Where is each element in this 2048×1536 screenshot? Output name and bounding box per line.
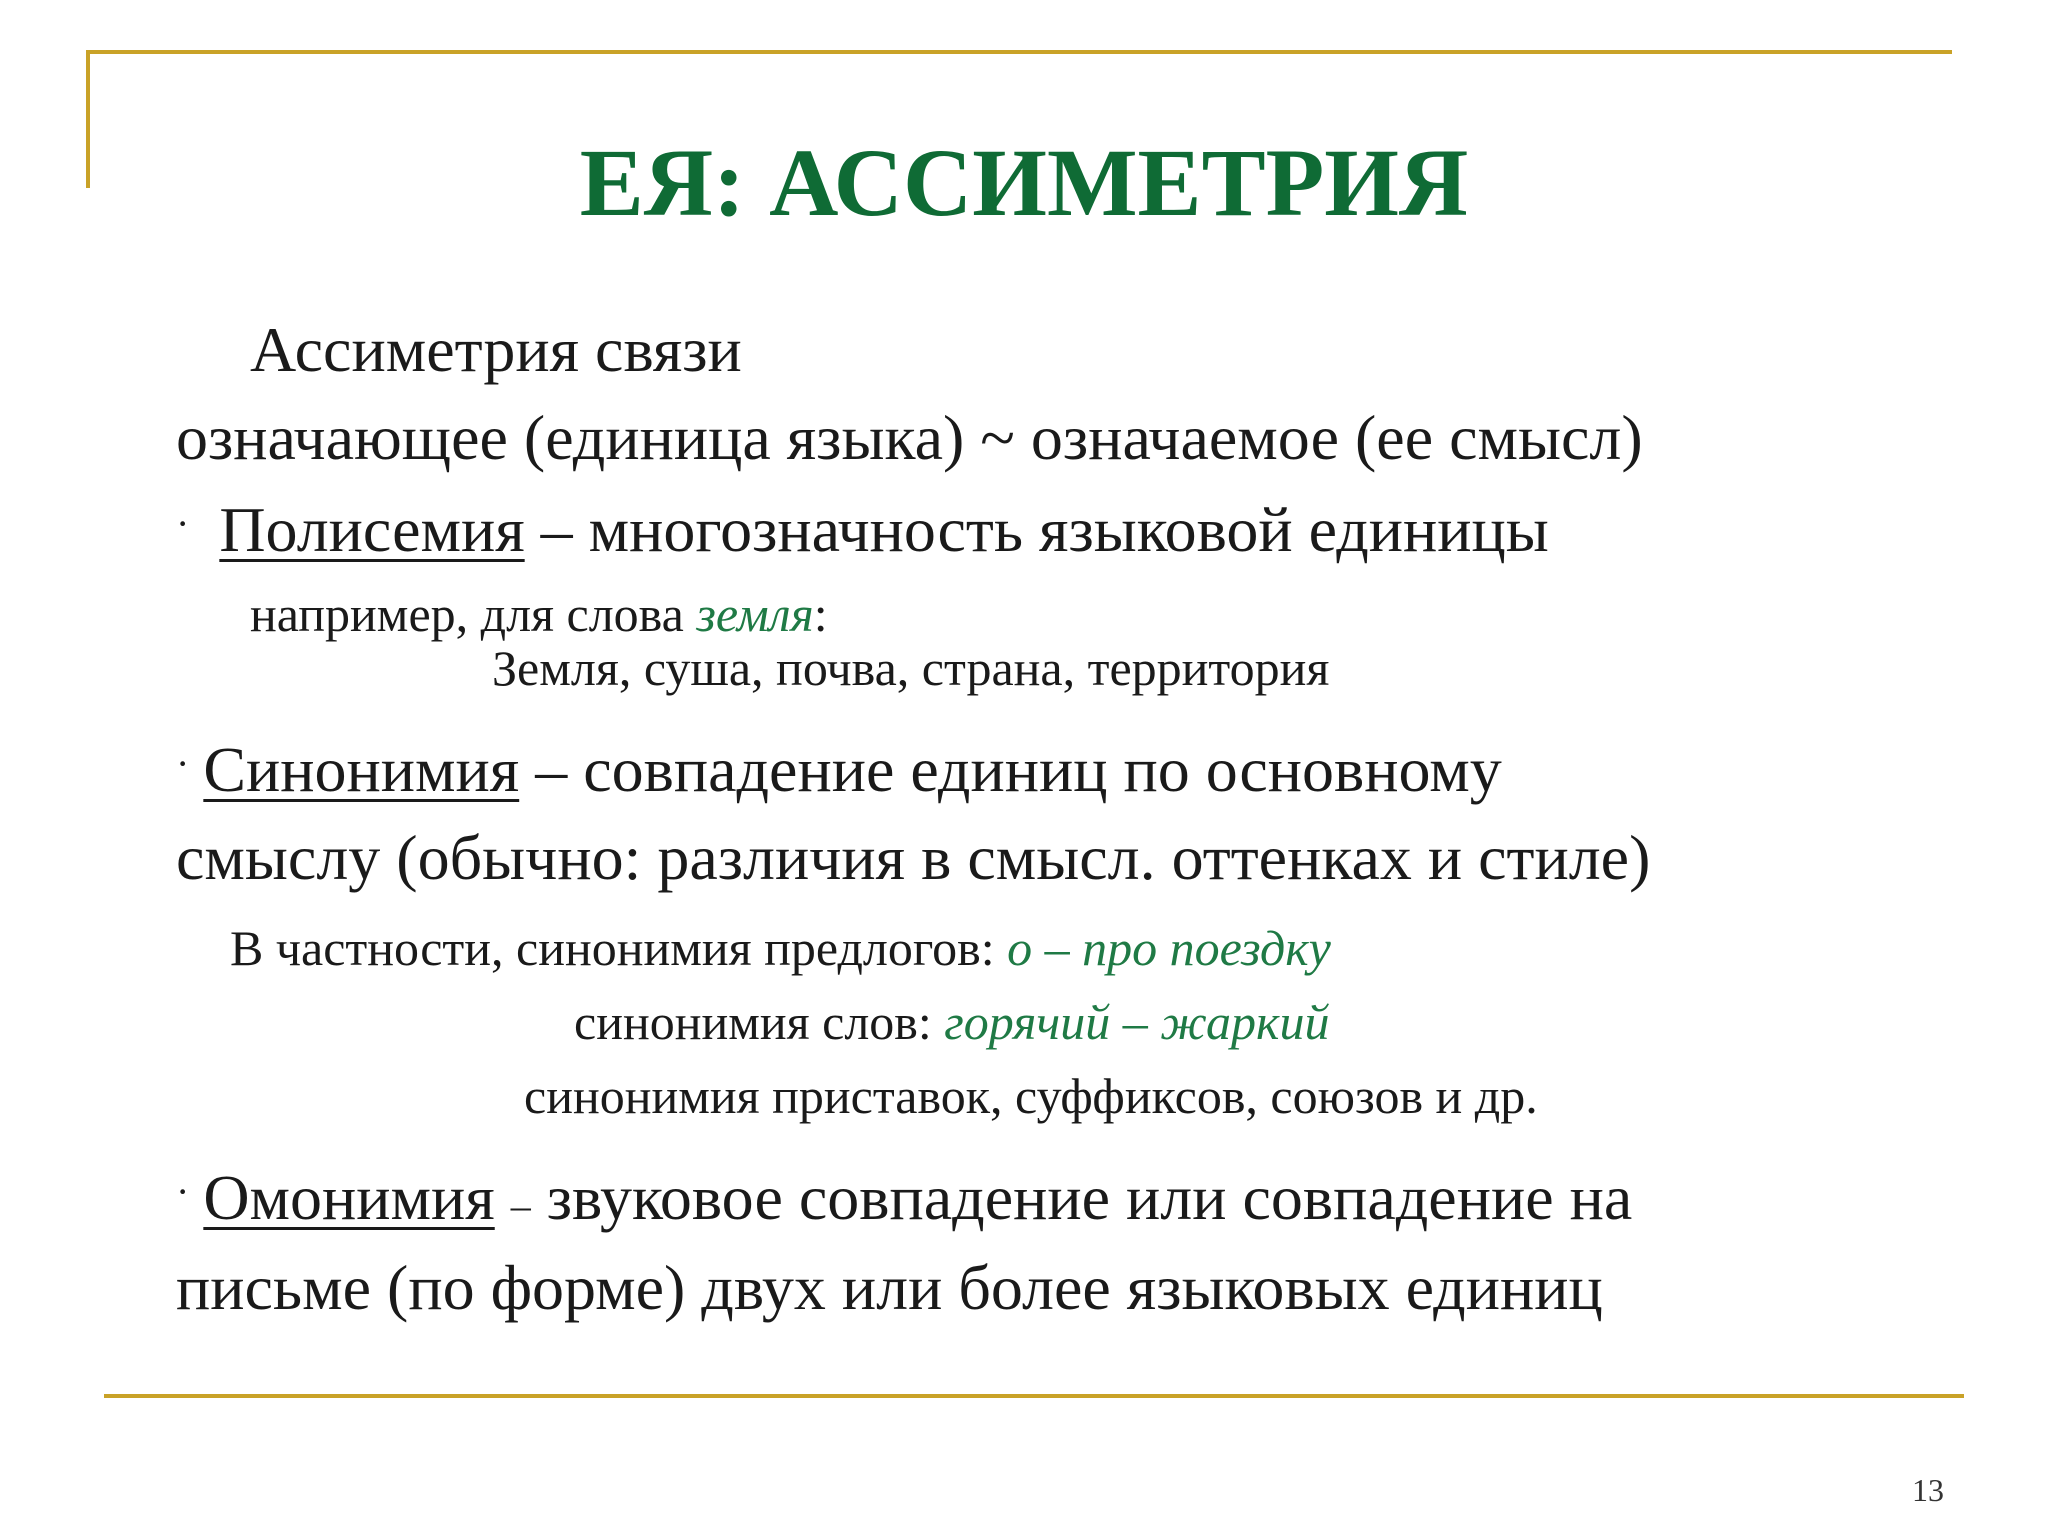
- polysemy-example-prefix: например, для слова: [250, 586, 697, 642]
- synonymy-term: Синонимия: [203, 734, 520, 805]
- synonymy-other: синонимия приставок, суффиксов, союзов и др.: [524, 1068, 1538, 1124]
- homonymy-term: Омонимия: [203, 1162, 495, 1233]
- asymmetry-heading: Ассиметрия связи: [250, 314, 742, 385]
- polysemy-item: [176, 492, 1549, 576]
- polysemy-term: Полисемия: [219, 494, 525, 565]
- synonymy-prepositions-label: В частности, синонимия предлогов:: [230, 920, 1008, 976]
- polysemy-example-word: земля: [696, 586, 814, 642]
- bullet-polysemy: ·: [176, 501, 190, 546]
- homonymy-definition-2: письме (по форме) двух или более языковых единиц: [176, 1252, 1603, 1323]
- frame-bottom-rule: [104, 1394, 1964, 1398]
- frame-top-rule: [86, 50, 1952, 54]
- slide-title: ЕЯ: АССИМЕТРИЯ: [579, 129, 1469, 236]
- synonymy-item: [176, 732, 1502, 816]
- homonymy-dash: –: [510, 1183, 531, 1228]
- bullet-homonymy: ·: [176, 1169, 190, 1214]
- synonymy-definition-2: смыслу (обычно: различия в смысл. оттенках и стиле): [176, 822, 1651, 893]
- synonymy-prepositions-example: о – про поездку: [1007, 920, 1331, 976]
- page-number: 13: [1912, 1472, 1944, 1508]
- polysemy-meanings: Земля, суша, почва, страна, территория: [492, 640, 1330, 696]
- homonymy-definition-1: звуковое совпадение или совпадение на: [530, 1162, 1633, 1233]
- synonymy-definition-1: – совпадение единиц по основному: [535, 734, 1502, 805]
- synonymy-words-label: синонимия слов:: [574, 994, 945, 1050]
- polysemy-definition: – многозначность языковой единицы: [540, 494, 1549, 565]
- synonymy-words-example: горячий – жаркий: [944, 994, 1330, 1050]
- polysemy-example-colon: :: [813, 586, 828, 642]
- polysemy-example: [250, 584, 828, 644]
- synonymy-prepositions: [230, 918, 1331, 978]
- bullet-synonymy: ·: [176, 741, 190, 786]
- asymmetry-line: означающее (единица языка) ~ означаемое (ее смысл): [176, 402, 1643, 473]
- synonymy-words: [574, 992, 1329, 1052]
- homonymy-item: [176, 1160, 1632, 1244]
